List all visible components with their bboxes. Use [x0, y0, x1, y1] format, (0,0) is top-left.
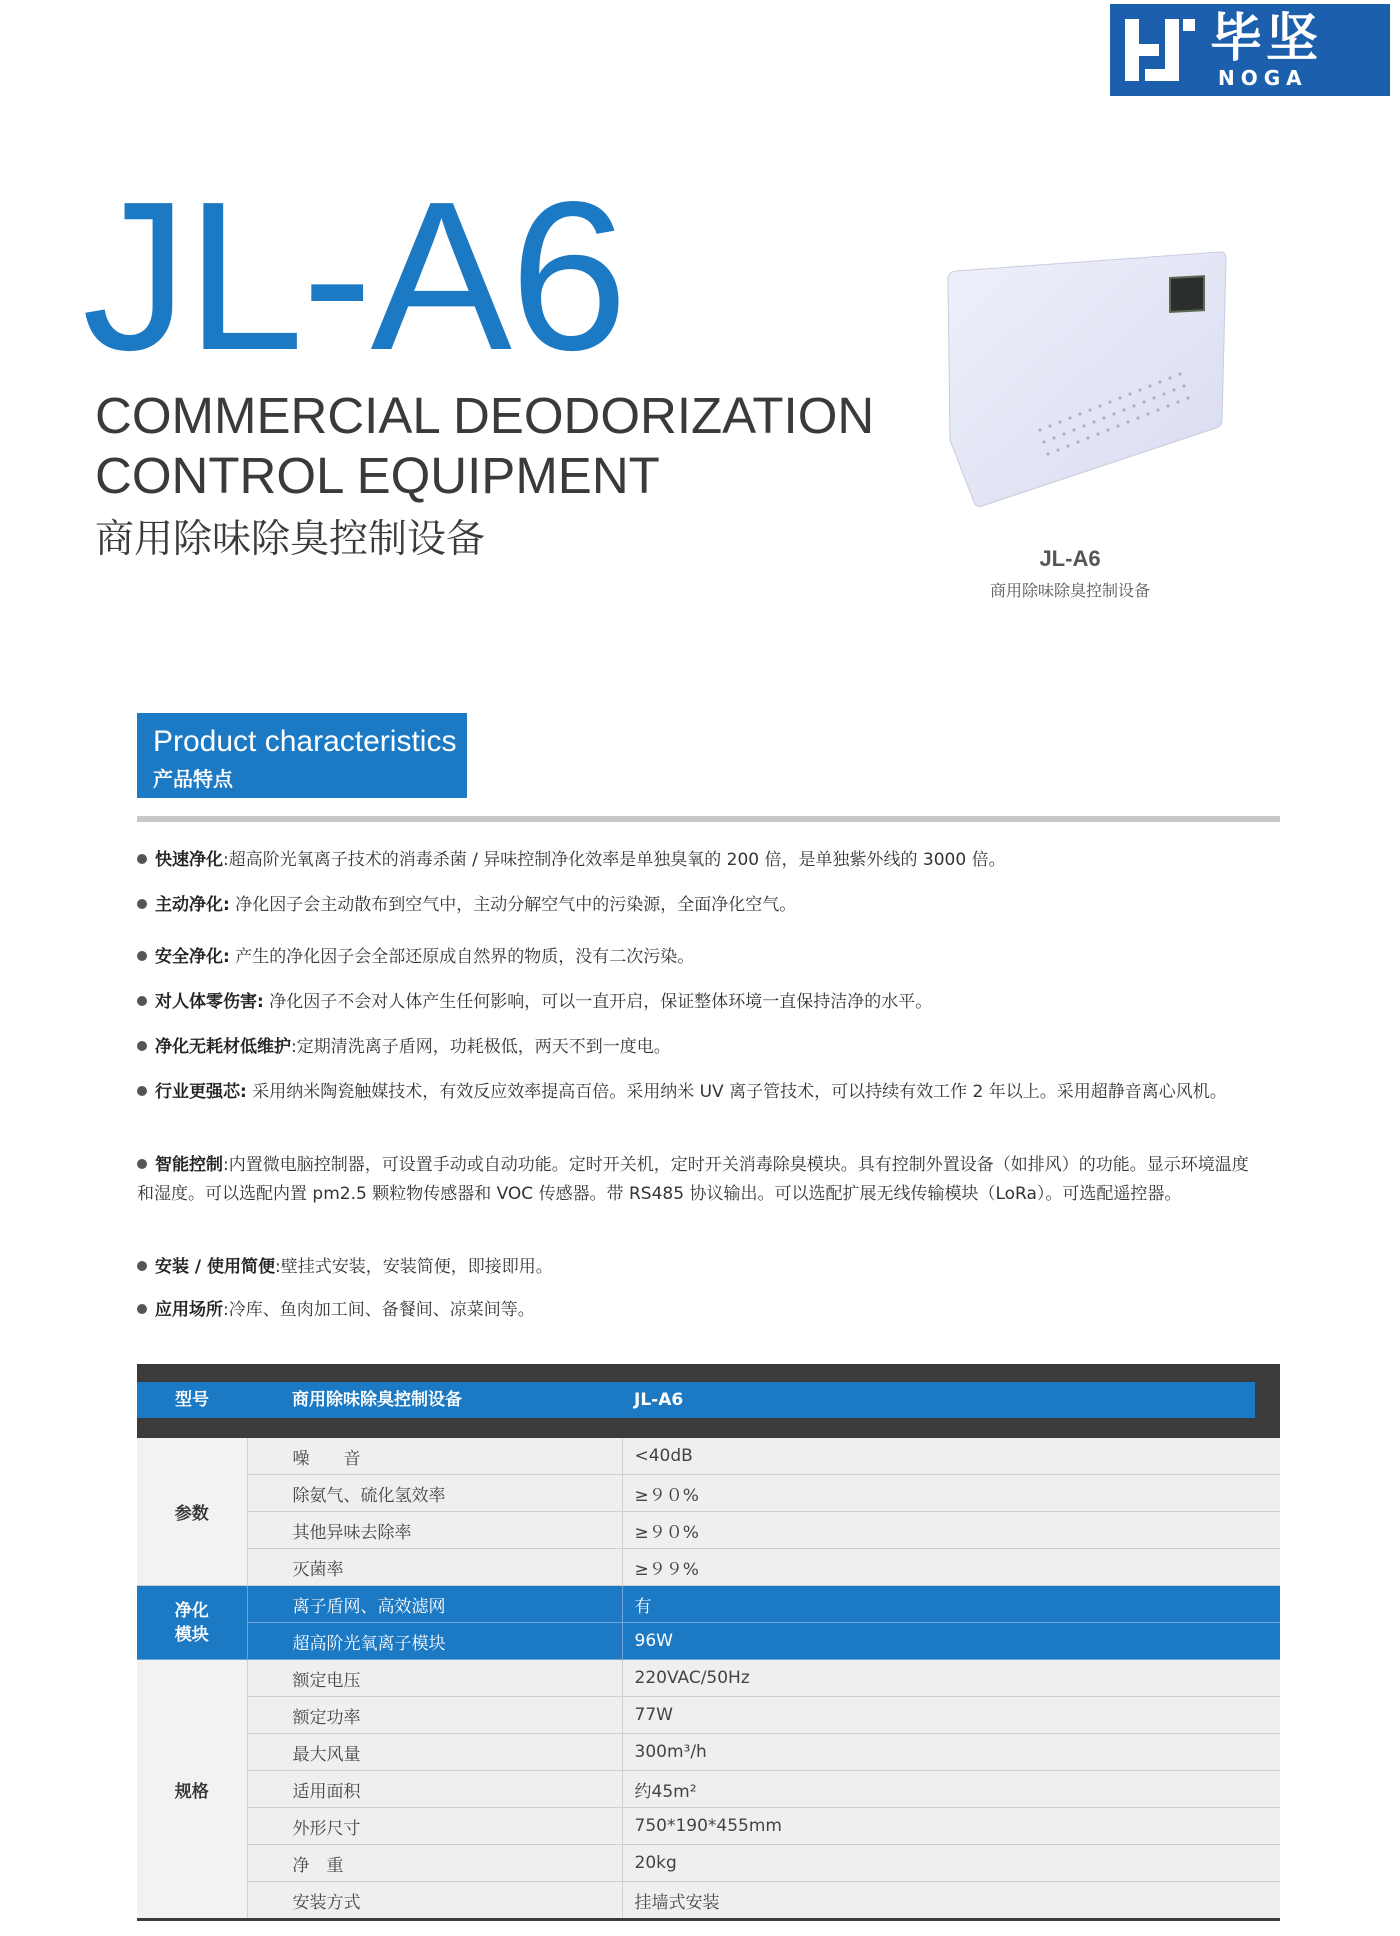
feature-item: 主动净化: 净化因子会主动散布到空气中，主动分解空气中的污染源，全面净化空气。 [137, 891, 1257, 920]
feature-item: 快速净化:超高阶光氧离子技术的消毒杀菌 / 异味控制净化效率是单独臭氧的 200 倍，是单独紫外线的 3000 倍。 [137, 846, 1257, 875]
bullet-icon [137, 1261, 147, 1271]
table-row: 安装方式 挂墙式安装 [137, 1882, 1280, 1920]
section-title-en: Product characteristics [153, 725, 457, 758]
table-row: 超高阶光氧离子模块 96W [137, 1623, 1280, 1660]
table-header-row [137, 1382, 1280, 1418]
table-row: 规格 额定电压 220VAC/50Hz [137, 1660, 1280, 1697]
english-title [95, 386, 874, 506]
header-col-name: 商用除味除臭控制设备 [247, 1382, 622, 1418]
table-row: 最大风量 300m³/h [137, 1734, 1280, 1771]
spec-table [137, 1364, 1280, 1921]
feature-item: 安装 / 使用简便:壁挂式安装，安装简便，即接即用。 [137, 1253, 1257, 1282]
product-caption-model: JL-A6 [1039, 546, 1101, 571]
group-label-module: 净化 模块 [137, 1586, 247, 1660]
table-row: 外形尺寸 750*190*455mm [137, 1808, 1280, 1845]
table-row: 适用面积 约45m² [137, 1771, 1280, 1808]
table-row: 参数 噪 音 <40dB [137, 1438, 1280, 1475]
feature-item: 对人体零伤害: 净化因子不会对人体产生任何影响，可以一直开启，保证整体环境一直保持洁净的水平。 [137, 988, 1257, 1017]
group-label-params: 参数 [137, 1438, 247, 1586]
model-title: JL-A6 [82, 157, 626, 394]
bullet-icon [137, 854, 147, 864]
section-title-cn: 产品特点 [153, 767, 233, 791]
section-divider [137, 816, 1280, 822]
table-header-bottom-bar [137, 1418, 1280, 1438]
feature-item: 安全净化: 产生的净化因子会全部还原成自然界的物质，没有二次污染。 [137, 943, 1257, 972]
bullet-icon [137, 1304, 147, 1314]
product-image [940, 250, 1240, 510]
feature-item: 净化无耗材低维护:定期清洗离子盾网，功耗极低，两天不到一度电。 [137, 1033, 1257, 1062]
product-caption-name: 商用除味除臭控制设备 [989, 581, 1150, 600]
logo-name-en: NOGA [1218, 66, 1308, 90]
table-row: 除氨气、硫化氢效率 ≥９０% [137, 1475, 1280, 1512]
section-heading [137, 713, 467, 798]
feature-item: 应用场所:冷库、鱼肉加工间、备餐间、凉菜间等。 [137, 1296, 1257, 1325]
feature-item: 行业更强芯: 采用纳米陶瓷触媒技术，有效反应效率提高百倍。采用纳米 UV 离子管技术，可以持续有效工作 2 年以上。采用超静音离心风机。 [137, 1078, 1257, 1107]
header-col-value: JL-A6 [622, 1382, 1255, 1418]
table-row: 灭菌率 ≥９９% [137, 1549, 1280, 1586]
table-row: 净 重 20kg [137, 1845, 1280, 1882]
bullet-icon [137, 1041, 147, 1051]
bullet-icon [137, 951, 147, 961]
english-title-line2: CONTROL EQUIPMENT [95, 447, 660, 504]
header-col-model: 型号 [137, 1382, 247, 1418]
table-row: 额定功率 77W [137, 1697, 1280, 1734]
feature-item: 智能控制:内置微电脑控制器，可设置手动或自动功能。定时开关机，定时开关消毒除臭模块。具有控制外置设备（如排风）的功能。显示环境温度和湿度。可以选配内置 pm2.5 颗粒物传感器和 VOC 传感器。带 RS485 协议输出。可以选配扩展无线传输模块（LoRa）。可选配遥控器。 [137, 1155, 1249, 1204]
bullet-icon [137, 899, 147, 909]
table-row: 其他异味去除率 ≥９０% [137, 1512, 1280, 1549]
logo-mark-icon [1110, 4, 1210, 96]
bullet-icon [137, 996, 147, 1006]
logo-name-cn: 毕坚 [1210, 9, 1323, 69]
group-label-spec: 规格 [137, 1660, 247, 1920]
bullet-icon [137, 1086, 147, 1096]
table-top-bar [137, 1364, 1280, 1382]
english-title-line1: COMMERCIAL DEODORIZATION [95, 387, 875, 444]
table-row: 净化 模块 离子盾网、高效滤网 有 [137, 1586, 1280, 1623]
bullet-icon [137, 1159, 147, 1169]
chinese-title: 商用除味除臭控制设备 [95, 517, 486, 562]
brand-logo [1110, 4, 1390, 96]
